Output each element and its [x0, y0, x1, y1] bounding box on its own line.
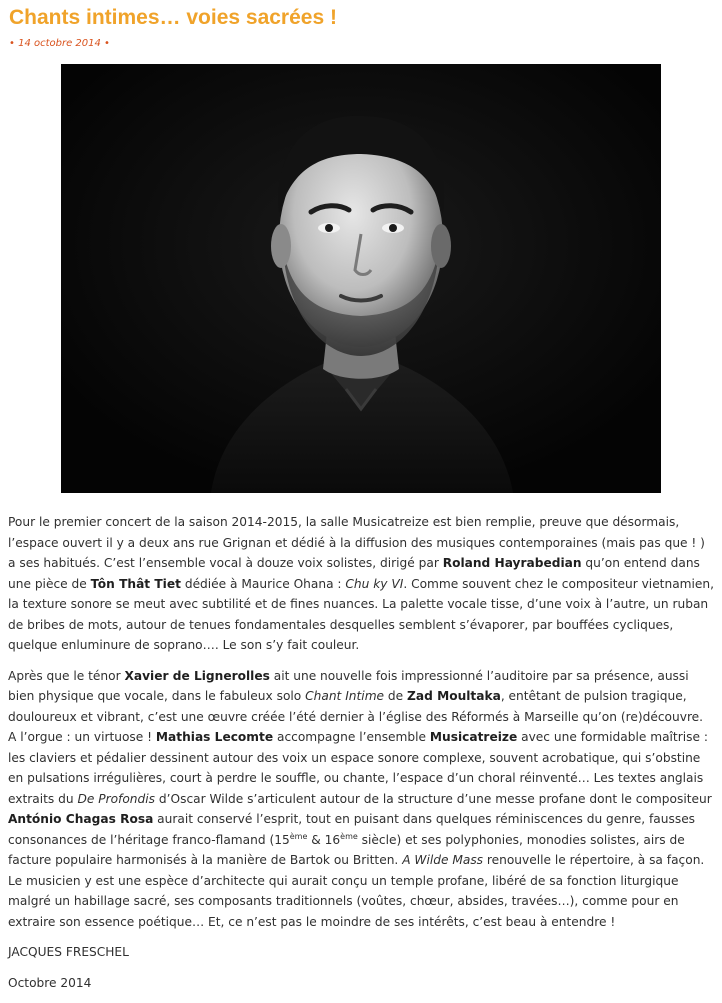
- article-title[interactable]: Chants intimes… voies sacrées !: [9, 6, 337, 29]
- person-mathias-lecomte: Mathias Lecomte: [155, 730, 274, 744]
- person-roland-hayrabedian: Roland Hayrabedian: [442, 556, 582, 570]
- portrait-photo-icon: [61, 64, 661, 493]
- article-photo: [61, 64, 661, 493]
- person-ton-that-tiet: Tôn Thât Tiet: [90, 576, 181, 591]
- person-antonio-chagas-rosa: António Chagas Rosa: [8, 812, 154, 826]
- person-xavier-de-lignerolles: Xavier de Lignerolles: [124, 668, 270, 683]
- author-date: Octobre 2014: [8, 975, 92, 990]
- work-de-profondis: De Profondis: [77, 791, 156, 806]
- work-chant-intime: Chant Intime: [305, 689, 385, 703]
- author-name: JACQUES FRESCHEL: [8, 945, 129, 959]
- ensemble-musicatreize: Musicatreize: [429, 730, 518, 744]
- superscript-eme: ème: [340, 831, 358, 841]
- paragraph-2: Après que le ténor Xavier de Lignerolles ait une nouvelle fois impressionné l’auditoire par sa présence, aussi bien physique que vocale, dans le fabuleux solo Chant Intime de Zad Moultaka, entêtant de pulsion tragique, douloureux et vibrant, c’est une œuvre créée l’été dernier à l’église des Réformés à Marseille qu’on (re)découvre. A l’orgue : un virtuose ! Mathias Lecomte accompagne l’ensemble Musicatreize avec une formidable maîtrise : les claviers et pédalier dessinent autour des voix un espace sonore complexe, souvent acrobatique, qui s’obstine en pulsations irrégulières, court à perdre le souffle, ou chante, l’espace d’un choral réinventé… Les textes anglais extraits du De Profondis d’Oscar Wilde s’articulent autour de la structure d’une messe profane dont le compositeur António Chagas Rosa aurait conservé l’esprit, tout en puisant dans quelques réminiscences du genre, fausses consonances de l’héritage franco-flamand (15ème & 16ème siècle) et ses polyphonies, monodies solistes, airs de facture populaire harmonisés à la manière de Bartok ou Britten. A Wilde Mass renouvelle le répertoire, à sa façon. Le musicien y est une espèce d’architecte qui aurait conçu un temple profane, libéré de sa fonction liturgique malgré un habillage sacré, ses composants traditionnels (voûtes, chœur, absides, travées…), comme pour en extraire son essence poétique… Et, ce n’est pas le moindre de ses intérêts, c’est beau à entendre !: [8, 668, 712, 929]
- work-chu-ky-vi: Chu ky VI: [345, 576, 404, 591]
- work-a-wilde-mass: A Wilde Mass: [402, 853, 484, 867]
- article-date: • 14 octobre 2014 •: [9, 38, 110, 49]
- paragraph-1: Pour le premier concert de la saison 2014-2015, la salle Musicatreize est bien remplie, preuve que désormais, l’espace ouvert il y a deux ans rue Grignan et dédié à la diffusion des musiques contemporaines (mais pas que ! ) a ses habitués. C’est l’ensemble vocal à douze voix solistes, dirigé par Roland Hayrabedian qu’on entend dans une pièce de Tôn Thât Tiet dédiée à Maurice Ohana : Chu ky VI. Comme souvent chez le compositeur vietnamien, la texture sonore se meut avec subtilité et de fines nuances. La palette vocale tisse, d’une voix à l’autre, un ruban de bribes de mots, autour de tenues fondamentales desquelles semblent s’évaporer, par bouffées cycliques, quelque enluminure de soprano…. Le son s’y fait couleur.: [8, 515, 715, 652]
- person-zad-moultaka: Zad Moultaka: [407, 689, 501, 703]
- superscript-eme: ème: [289, 831, 308, 841]
- article-body: [8, 512, 714, 1003]
